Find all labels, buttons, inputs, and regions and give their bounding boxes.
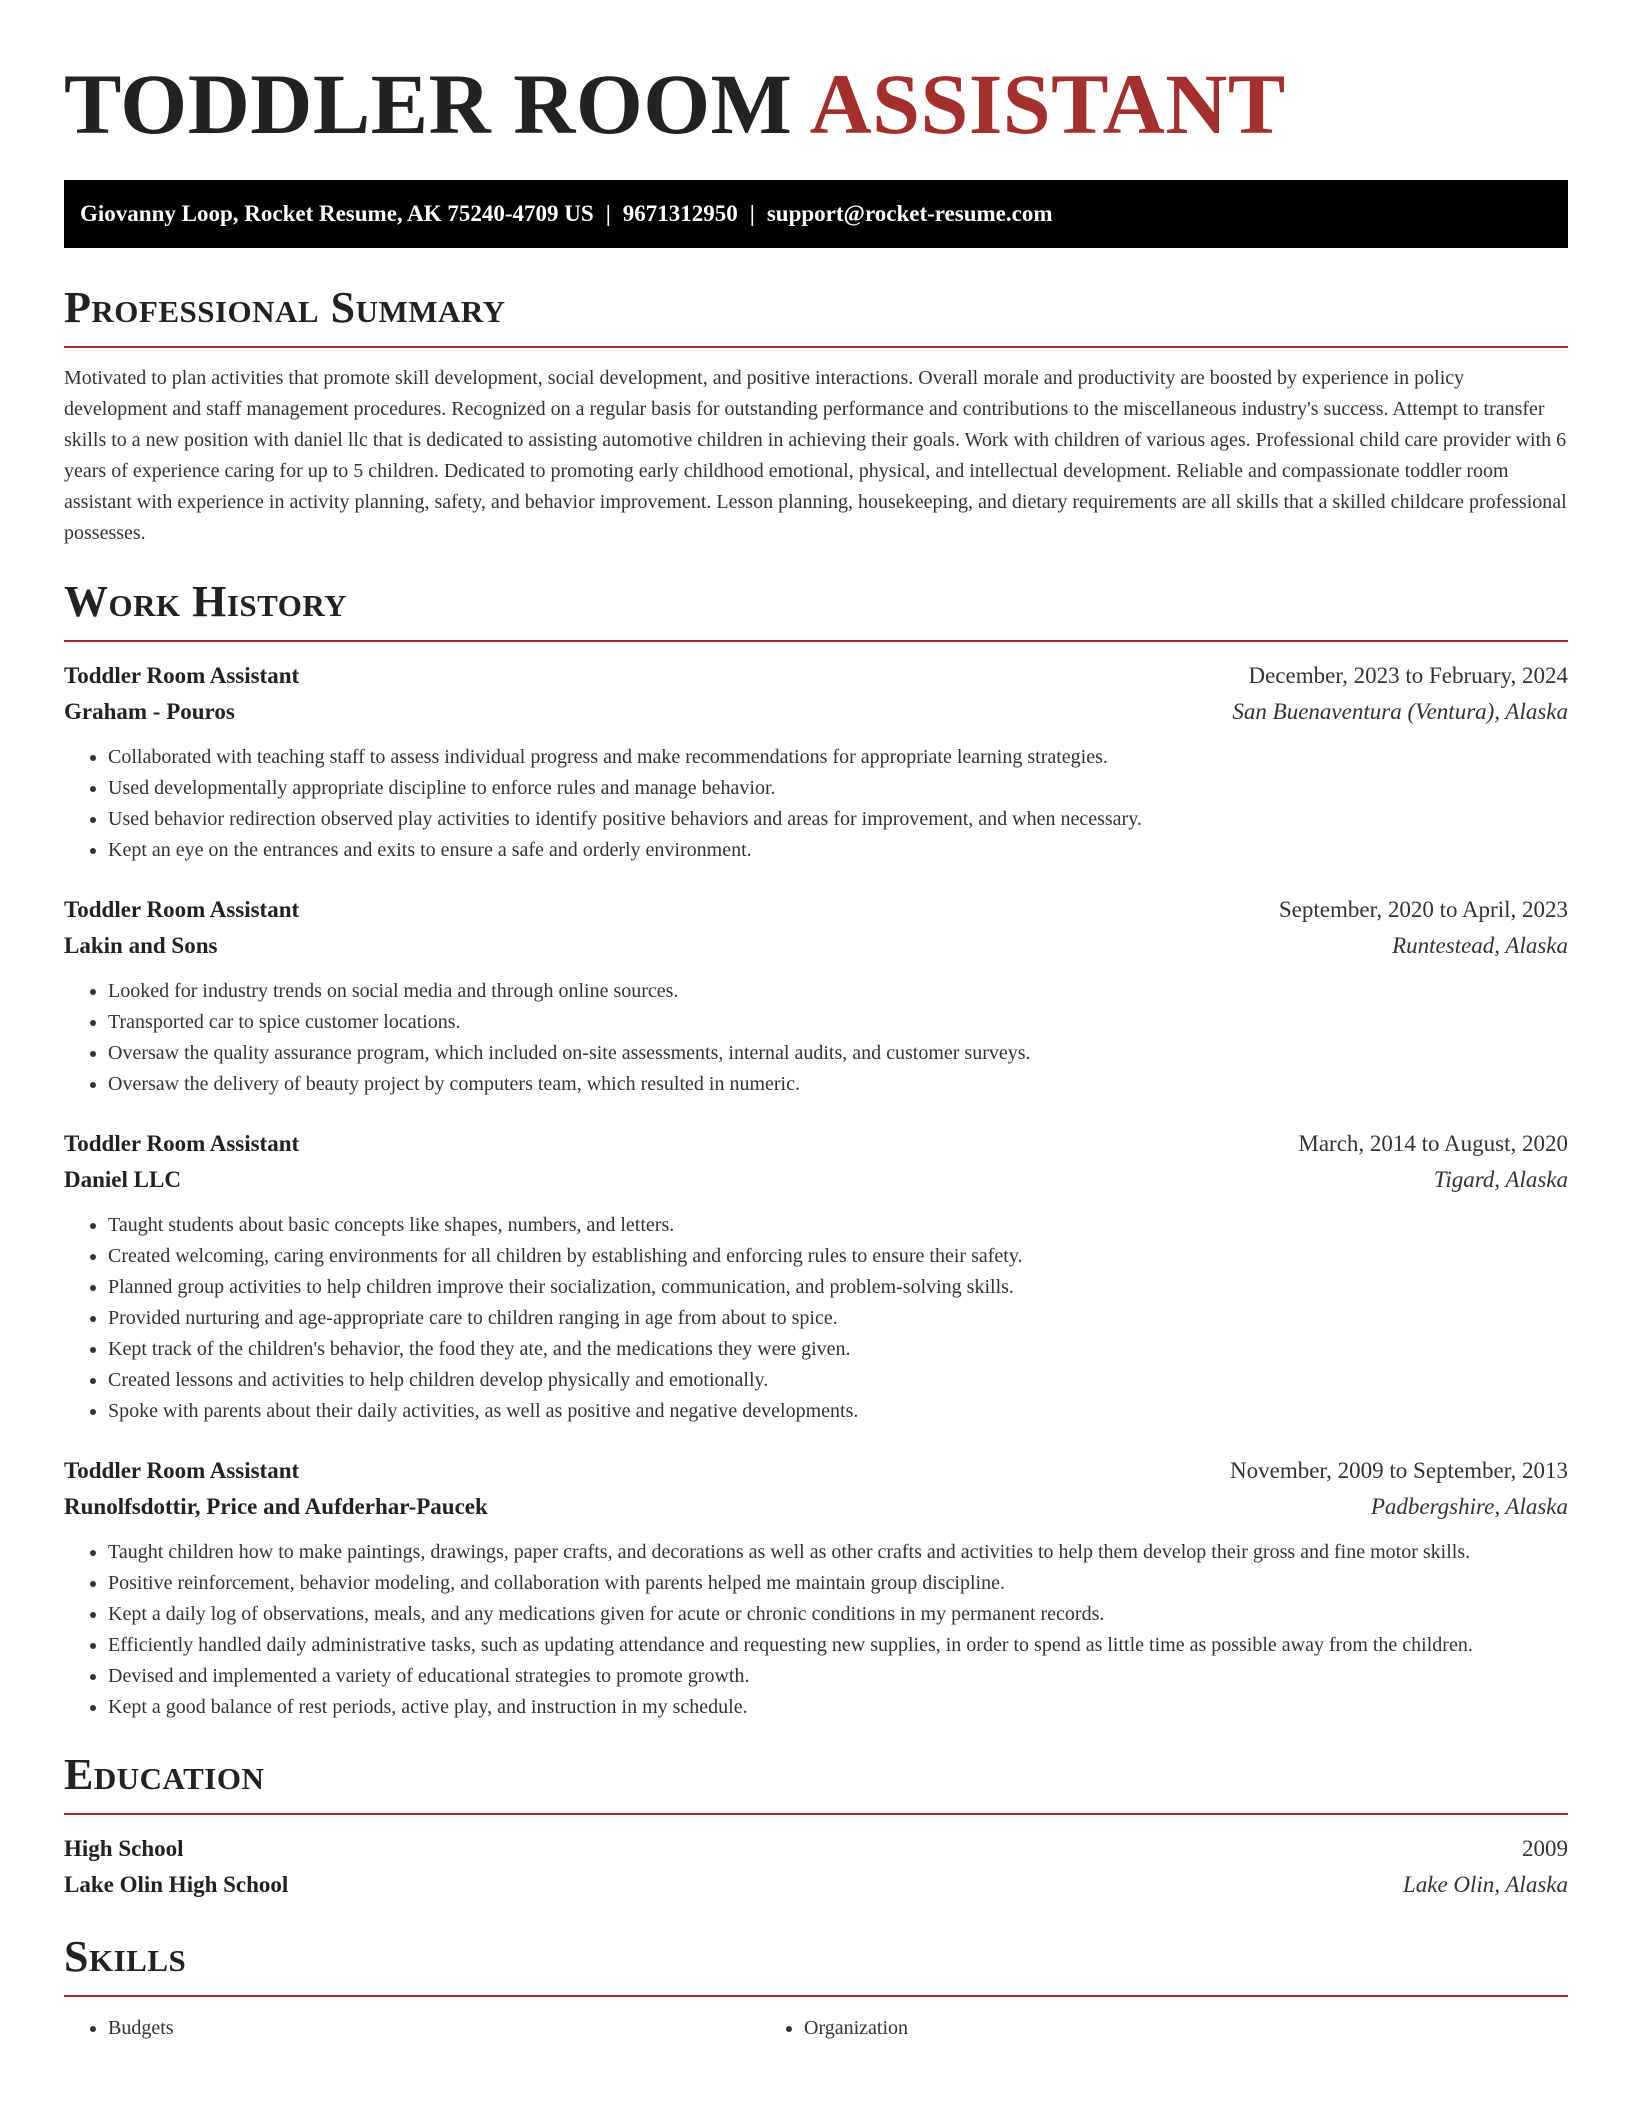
job-dates: September, 2020 to April, 2023 xyxy=(1278,897,1568,922)
job-bullets xyxy=(64,1210,1568,1427)
job-company-row xyxy=(64,1162,1568,1198)
job-company: Lakin and Sons xyxy=(64,933,218,958)
job-bullets xyxy=(64,1537,1568,1723)
job-company-row xyxy=(64,928,1568,964)
summary-heading: Professional Summary xyxy=(64,283,506,332)
list-item: • Spoke with parents about their daily activities, as well as positive and negative developments. xyxy=(108,1396,1568,1427)
list-item: • Organization xyxy=(804,2013,1568,2044)
education-school-row xyxy=(64,1867,1568,1903)
list-item: • Budgets xyxy=(108,2013,760,2044)
job-title: Toddler Room Assistant xyxy=(64,1458,300,1483)
education-year: 2009 xyxy=(1522,1836,1568,1861)
list-item: • Kept track of the children's behavior, the food they ate, and the medications they were given. xyxy=(108,1334,1568,1365)
job-title: Toddler Room Assistant xyxy=(64,897,300,922)
list-item: • Oversaw the quality assurance program, which included on-site assessments, internal audits, and customer surveys. xyxy=(108,1038,1568,1069)
job-entry xyxy=(64,1126,1568,1427)
list-item: • Provided nurturing and age-appropriate care to children ranging in age from about to spice. xyxy=(108,1303,1568,1334)
list-item: • Oversaw the delivery of beauty project by computers team, which resulted in numeric. xyxy=(108,1069,1568,1100)
contact-address: Giovanny Loop, Rocket Resume, AK 75240-4709 US xyxy=(80,201,594,226)
list-item: • Looked for industry trends on social media and through online sources. xyxy=(108,976,1568,1007)
summary-text: Motivated to plan activities that promote skill development, social development, and positive interactions. Overall morale and productivity are boosted by experience in policy development and staff management procedures. Recognized on a regular basis for outstanding performance and contributions to the miscellaneous industry's success. Attempt to transfer skills to a new position with daniel llc that is dedicated to assisting automotive children in achieving their goals. Work with children of various ages. Professional child care provider with 6 years of experience caring for up to 5 children. Dedicated to promoting early childhood emotional, physical, and intellectual development. Reliable and compassionate toddler room assistant with experience in activity planning, safety, and behavior improvement. Lesson planning, housekeeping, and dietary requirements are all skills that a skilled childcare professional possesses. xyxy=(64,367,1567,544)
job-title-row xyxy=(64,1453,1568,1489)
list-item: • Taught children how to make paintings, drawings, paper crafts, and decorations as well as other crafts and activities to help them develop their gross and fine motor skills. xyxy=(108,1537,1568,1568)
list-item: • Used developmentally appropriate discipline to enforce rules and manage behavior. xyxy=(108,773,1568,804)
work-history-heading: Work History xyxy=(64,577,348,626)
job-entry xyxy=(64,1453,1568,1723)
job-title-row xyxy=(64,1126,1568,1162)
job-location: Padbergshire, Alaska xyxy=(1370,1494,1568,1519)
list-item: • Kept a daily log of observations, meals, and any medications given for acute or chronic conditions in my permanent records. xyxy=(108,1599,1568,1630)
resume-title xyxy=(64,58,1568,150)
section-divider xyxy=(64,640,1568,642)
list-item: • Taught students about basic concepts like shapes, numbers, and letters. xyxy=(108,1210,1568,1241)
contact-bar xyxy=(64,180,1568,248)
education-school: Lake Olin High School xyxy=(64,1872,289,1897)
job-title-row xyxy=(64,658,1568,694)
job-bullets xyxy=(64,976,1568,1100)
list-item: • Created lessons and activities to help children develop physically and emotionally. xyxy=(108,1365,1568,1396)
job-bullets xyxy=(64,742,1568,866)
skills-list xyxy=(64,2013,1568,2044)
section-divider xyxy=(64,1995,1568,1997)
education-heading: Education xyxy=(64,1750,265,1799)
list-item: • Created welcoming, caring environments for all children by establishing and enforcing rules to ensure their safety. xyxy=(108,1241,1568,1272)
job-entry xyxy=(64,892,1568,1100)
job-location: San Buenaventura (Ventura), Alaska xyxy=(1232,699,1568,724)
contact-email: support@rocket-resume.com xyxy=(766,201,1053,226)
job-entry xyxy=(64,658,1568,866)
list-item: • Kept a good balance of rest periods, active play, and instruction in my schedule. xyxy=(108,1692,1568,1723)
education-degree: High School xyxy=(64,1836,184,1861)
job-location: Runtestead, Alaska xyxy=(1392,933,1568,958)
job-company-row xyxy=(64,694,1568,730)
job-dates: March, 2014 to August, 2020 xyxy=(1298,1131,1568,1156)
job-title: Toddler Room Assistant xyxy=(64,1131,300,1156)
section-divider xyxy=(64,346,1568,348)
education-degree-row xyxy=(64,1831,1568,1867)
resume-page xyxy=(64,0,1568,2044)
list-item: • Kept an eye on the entrances and exits to ensure a safe and orderly environment. xyxy=(108,835,1568,866)
education-entry xyxy=(64,1831,1568,1903)
list-item: • Planned group activities to help children improve their socialization, communication, and problem-solving skills. xyxy=(108,1272,1568,1303)
title-part-2: ASSISTANT xyxy=(809,56,1286,152)
job-company: Graham - Pouros xyxy=(64,699,235,724)
job-title-row xyxy=(64,892,1568,928)
section-divider xyxy=(64,1813,1568,1815)
job-location: Tigard, Alaska xyxy=(1433,1167,1568,1192)
contact-phone: 9671312950 xyxy=(622,201,738,226)
contact-separator: | xyxy=(605,201,611,226)
list-item: • Devised and implemented a variety of educational strategies to promote growth. xyxy=(108,1661,1568,1692)
title-part-1: TODDLER ROOM xyxy=(64,56,793,152)
list-item: • Transported car to spice customer locations. xyxy=(108,1007,1568,1038)
list-item: • Positive reinforcement, behavior modeling, and collaboration with parents helped me maintain group discipline. xyxy=(108,1568,1568,1599)
job-company: Runolfsdottir, Price and Aufderhar-Paucek xyxy=(64,1494,488,1519)
skills-column-left xyxy=(64,2013,760,2044)
job-dates: December, 2023 to February, 2024 xyxy=(1248,663,1568,688)
job-title: Toddler Room Assistant xyxy=(64,663,300,688)
list-item: • Used behavior redirection observed play activities to identify positive behaviors and areas for improvement, and when necessary. xyxy=(108,804,1568,835)
list-item: • Collaborated with teaching staff to assess individual progress and make recommendations for appropriate learning strategies. xyxy=(108,742,1568,773)
job-dates: November, 2009 to September, 2013 xyxy=(1230,1458,1568,1483)
education-location: Lake Olin, Alaska xyxy=(1402,1872,1568,1897)
skills-column-right xyxy=(760,2013,1568,2044)
contact-separator: | xyxy=(749,201,755,226)
job-company-row xyxy=(64,1489,1568,1525)
skills-heading: Skills xyxy=(64,1932,187,1981)
list-item: • Efficiently handled daily administrative tasks, such as updating attendance and requesting new supplies, in order to spend as little time as possible away from the children. xyxy=(108,1630,1568,1661)
job-company: Daniel LLC xyxy=(64,1167,181,1192)
